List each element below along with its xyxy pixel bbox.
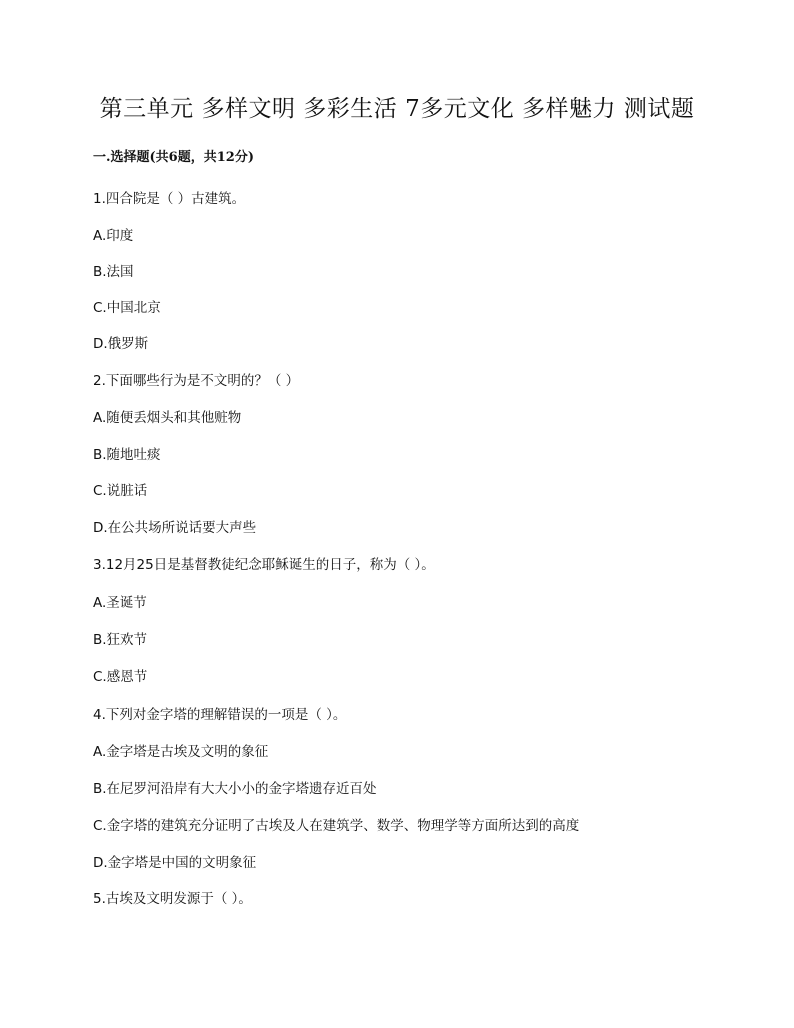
question-3: 3.12月25日是基督教徒纪念耶稣诞生的日子，称为（ ）。 bbox=[93, 557, 435, 573]
section-heading: 一.选择题(共6题，共12分) bbox=[93, 150, 254, 165]
question-3-option-b: B.狂欢节 bbox=[93, 632, 148, 648]
question-4-option-d: D.金字塔是中国的文明象征 bbox=[93, 855, 257, 871]
question-4-option-c: C.金字塔的建筑充分证明了古埃及人在建筑学、数学、物理学等方面所达到的高度 bbox=[93, 818, 580, 834]
question-1-option-a: A.印度 bbox=[93, 228, 134, 244]
question-1: 1.四合院是（ ）古建筑。 bbox=[93, 191, 246, 207]
question-1-option-d: D.俄罗斯 bbox=[93, 336, 149, 352]
question-3-option-c: C.感恩节 bbox=[93, 669, 148, 685]
question-2-option-c: C.说脏话 bbox=[93, 483, 148, 499]
question-1-option-c: C.中国北京 bbox=[93, 300, 161, 316]
question-2-option-b: B.随地吐痰 bbox=[93, 447, 161, 463]
question-1-option-b: B.法国 bbox=[93, 264, 134, 280]
question-4: 4.下列对金字塔的理解错误的一项是（ ）。 bbox=[93, 707, 347, 723]
question-2-option-d: D.在公共场所说话要大声些 bbox=[93, 520, 257, 536]
question-2-option-a: A.随便丢烟头和其他赃物 bbox=[93, 410, 242, 426]
document-title: 第三单元 多样文明 多彩生活 7多元文化 多样魅力 测试题 bbox=[99, 96, 695, 122]
question-4-option-b: B.在尼罗河沿岸有大大小小的金字塔遗存近百处 bbox=[93, 781, 377, 797]
question-2: 2.下面哪些行为是不文明的？（ ） bbox=[93, 373, 300, 389]
question-5: 5.古埃及文明发源于（ ）。 bbox=[93, 891, 252, 907]
question-4-option-a: A.金字塔是古埃及文明的象征 bbox=[93, 744, 269, 760]
question-3-option-a: A.圣诞节 bbox=[93, 595, 147, 611]
